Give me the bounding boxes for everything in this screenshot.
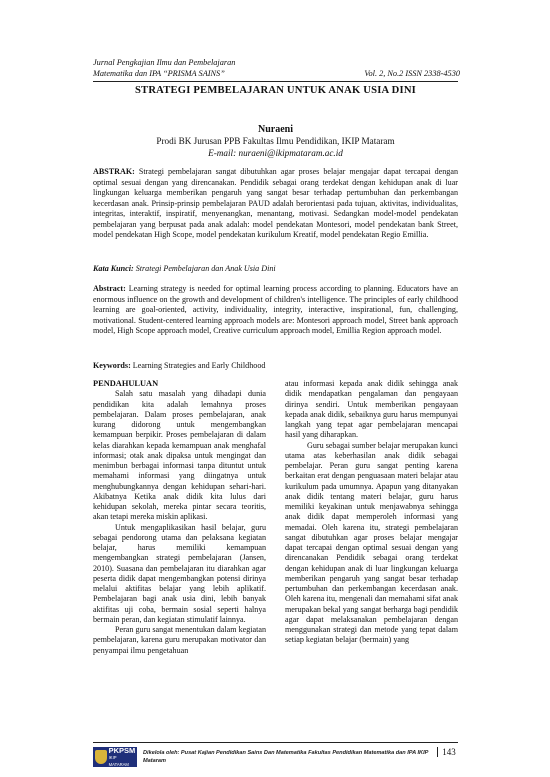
author-email: E-mail: nuraeni@ikipmataram.ac.id [208,148,343,158]
abstract-label: Abstract: [93,284,126,293]
keywords-text: Learning Strategies and Early Childhood [132,361,266,370]
body-paragraph: Peran guru sangat menentukan dalam kegiatan pembelajaran, karena guru merupakan motivator dan penyampai ilmu pengetahuan [93,625,266,655]
logo-main-text: PKPSM [108,745,136,755]
section-heading: PENDAHULUAN [93,379,159,388]
journal-name: Jurnal Pengkajian Ilmu dan Pembelajaran [93,58,236,67]
body-column-right [285,379,458,646]
page-footer [93,742,458,769]
journal-subtitle: Matematika dan IPA “PRISMA SAINS” [93,69,225,78]
abstract-text: Learning strategy is needed for optimal learning process according to planning. Educators have an enormous influence on the growth and development of children's intelligence. The principles of early childhood learning are goal-oriented, activity, individuality, integrity, interactive, inspirational, fun, challenging, motivational. Student-centered learning approach models are: Montesori approach model, Street bank approach model, High Scope approach model, Creative curriculum approach model, Emillia Region approach model. [93,284,458,336]
logo-sub-text: IKIP MATARAM [108,754,129,767]
emblem-icon [95,750,107,764]
body-paragraph: atau informasi kepada anak didik sehingga anak didik mendapatkan pengalaman dan pengayaan dirinya sendiri. Untuk memberikan pengayaan kepada anak didik, sebaiknya guru harus mempunyai langkah yang tepat agar pembelajaran mencapai hasil yang diharapkan. [285,379,458,440]
page-number: 143 [437,747,458,757]
abstrak-block [93,167,458,241]
journal-header [93,57,458,79]
volume-issn: Vol. 2, No.2 ISSN 2338-4530 [364,69,460,78]
kata-kunci-label: Kata Kunci: [93,264,134,273]
kata-kunci-block [93,264,458,275]
abstrak-text: Strategi pembelajaran sangat dibutuhkan agar proses belajar mengajar dapat tercapai dengan optimal sesuai dengan yang direncanakan. Pendidik sebagai orang terdekat dengan kehidupan anak di luar lingkungan keluarga memberikan pengaruh yang sangat besar terhadap pertumbuhan dan perkembangan kecerdasan anak. Prinsip-prinsip pembelajaran PAUD adalah berorientasi pada tujuan, aktivitas, individualitas, integritas, interaktif, inspiratif, menyenangkan, menantang, motivasi. Sedangkan model-model pendekatan pembelajaran yang berpusat pada anak adalah: model pendekatan Montesori, model pendekatan bank Street, model pendekatan High Scope, model pendekatan kurikulum Kreatif, model pendekatan Regio Emillia. [93,167,458,240]
body-paragraph: Untuk mengaplikasikan hasil belajar, guru sebagai pendorong utama dan pelaksana kegiatan belajar, harus memiliki kemampuan mengembangkan strategi pembelajaran (Jansen, 2010). Suasana dan pembelajaran itu diarahkan agar peserta didik dapat mengembangkan potensi dirinya melalui aktifitas belajar yang lebih aplikatif. Pembelajaran bagi anak usia dini, lebih banyak aktifitas uji coba, bermain sosial seperti halnya bermain peran, dan kegiatan stimulatif lainnya. [93,522,266,624]
keywords-block [93,361,458,372]
pkpsm-logo [93,747,137,767]
author-name: Nuraeni [258,124,293,135]
body-paragraph: Salah satu masalah yang dihadapi dunia pendidikan kita adalah lemahnya proses pembelajaran. Dalam proses pembelajaran, anak kurang didorong untuk mengembangkan kemampuan berpikir. Proses pembelajaran di dalam kelas diarahkan kepada kemampuan anak menghafal informasi; otak anak dipaksa untuk mengingat dan menimbun berbagai informasi tanpa dituntut untuk memahami informasi yang diingatnya untuk menghubungkannya dengan kehidupan sehari-hari. Akibatnya Ketika anak didik kita lulus dari kehidupan sekolah, mereka pintar secara teoritis, akan tetapi mereka miskin aplikasi. [93,389,266,522]
header-rule [93,81,458,82]
abstrak-label: ABSTRAK: [93,167,135,176]
body-paragraph: Guru sebagai sumber belajar merupakan kunci utama atas keberhasilan anak didik sebagai pembelajar. Peran guru sangat penting karena berkaitan erat dengan penguasaan materi belajar atau kurikulum pada umumnya. Apapun yang ditanyakan anak didik tentang materi belajar, guru harus memiliki keyakinan untuk menjawabnya sehingga anak didik dapat memperoleh informasi yang memadai. Oleh karena itu, strategi pembelajaran sangat dibutuhkan agar proses belajar mengajar dapat tercapai dengan optimal sesuai dengan yang direncanakan Pendidik sebagai orang terdekat dengan kehidupan anak di luar lingkungan keluarga memberikan pengaruh yang sangat besar terhadap pertumbuhan dan perkembangan kecerdasan anak. Oleh karena itu, mengenali dan memahami sifat anak merupakan bekal yang sangat berharga bagi pendidik agar dapat melaksanakan pembelajaran dengan menggunakan strategi dan metode yang tepat dalam setiap kegiatan belajar (bermain) yang [285,440,458,645]
kata-kunci-text: Strategi Pembelajaran dan Anak Usia Dini [135,264,276,273]
abstract-block [93,284,458,337]
paper-title: STRATEGI PEMBELAJARAN UNTUK ANAK USIA DINI [134,85,417,96]
keywords-label: Keywords: [93,361,131,370]
footer-publisher-text: Dikelola oleh: Pusat Kajian Pendidikan Sains Dan Matematika Fakultas Pendidikan Matematika dan IPA IKIP Mataram [143,750,429,764]
author-affiliation: Prodi BK Jurusan PPB Fakultas Ilmu Pendidikan, IKIP Mataram [156,136,395,146]
body-column-left [93,379,266,656]
